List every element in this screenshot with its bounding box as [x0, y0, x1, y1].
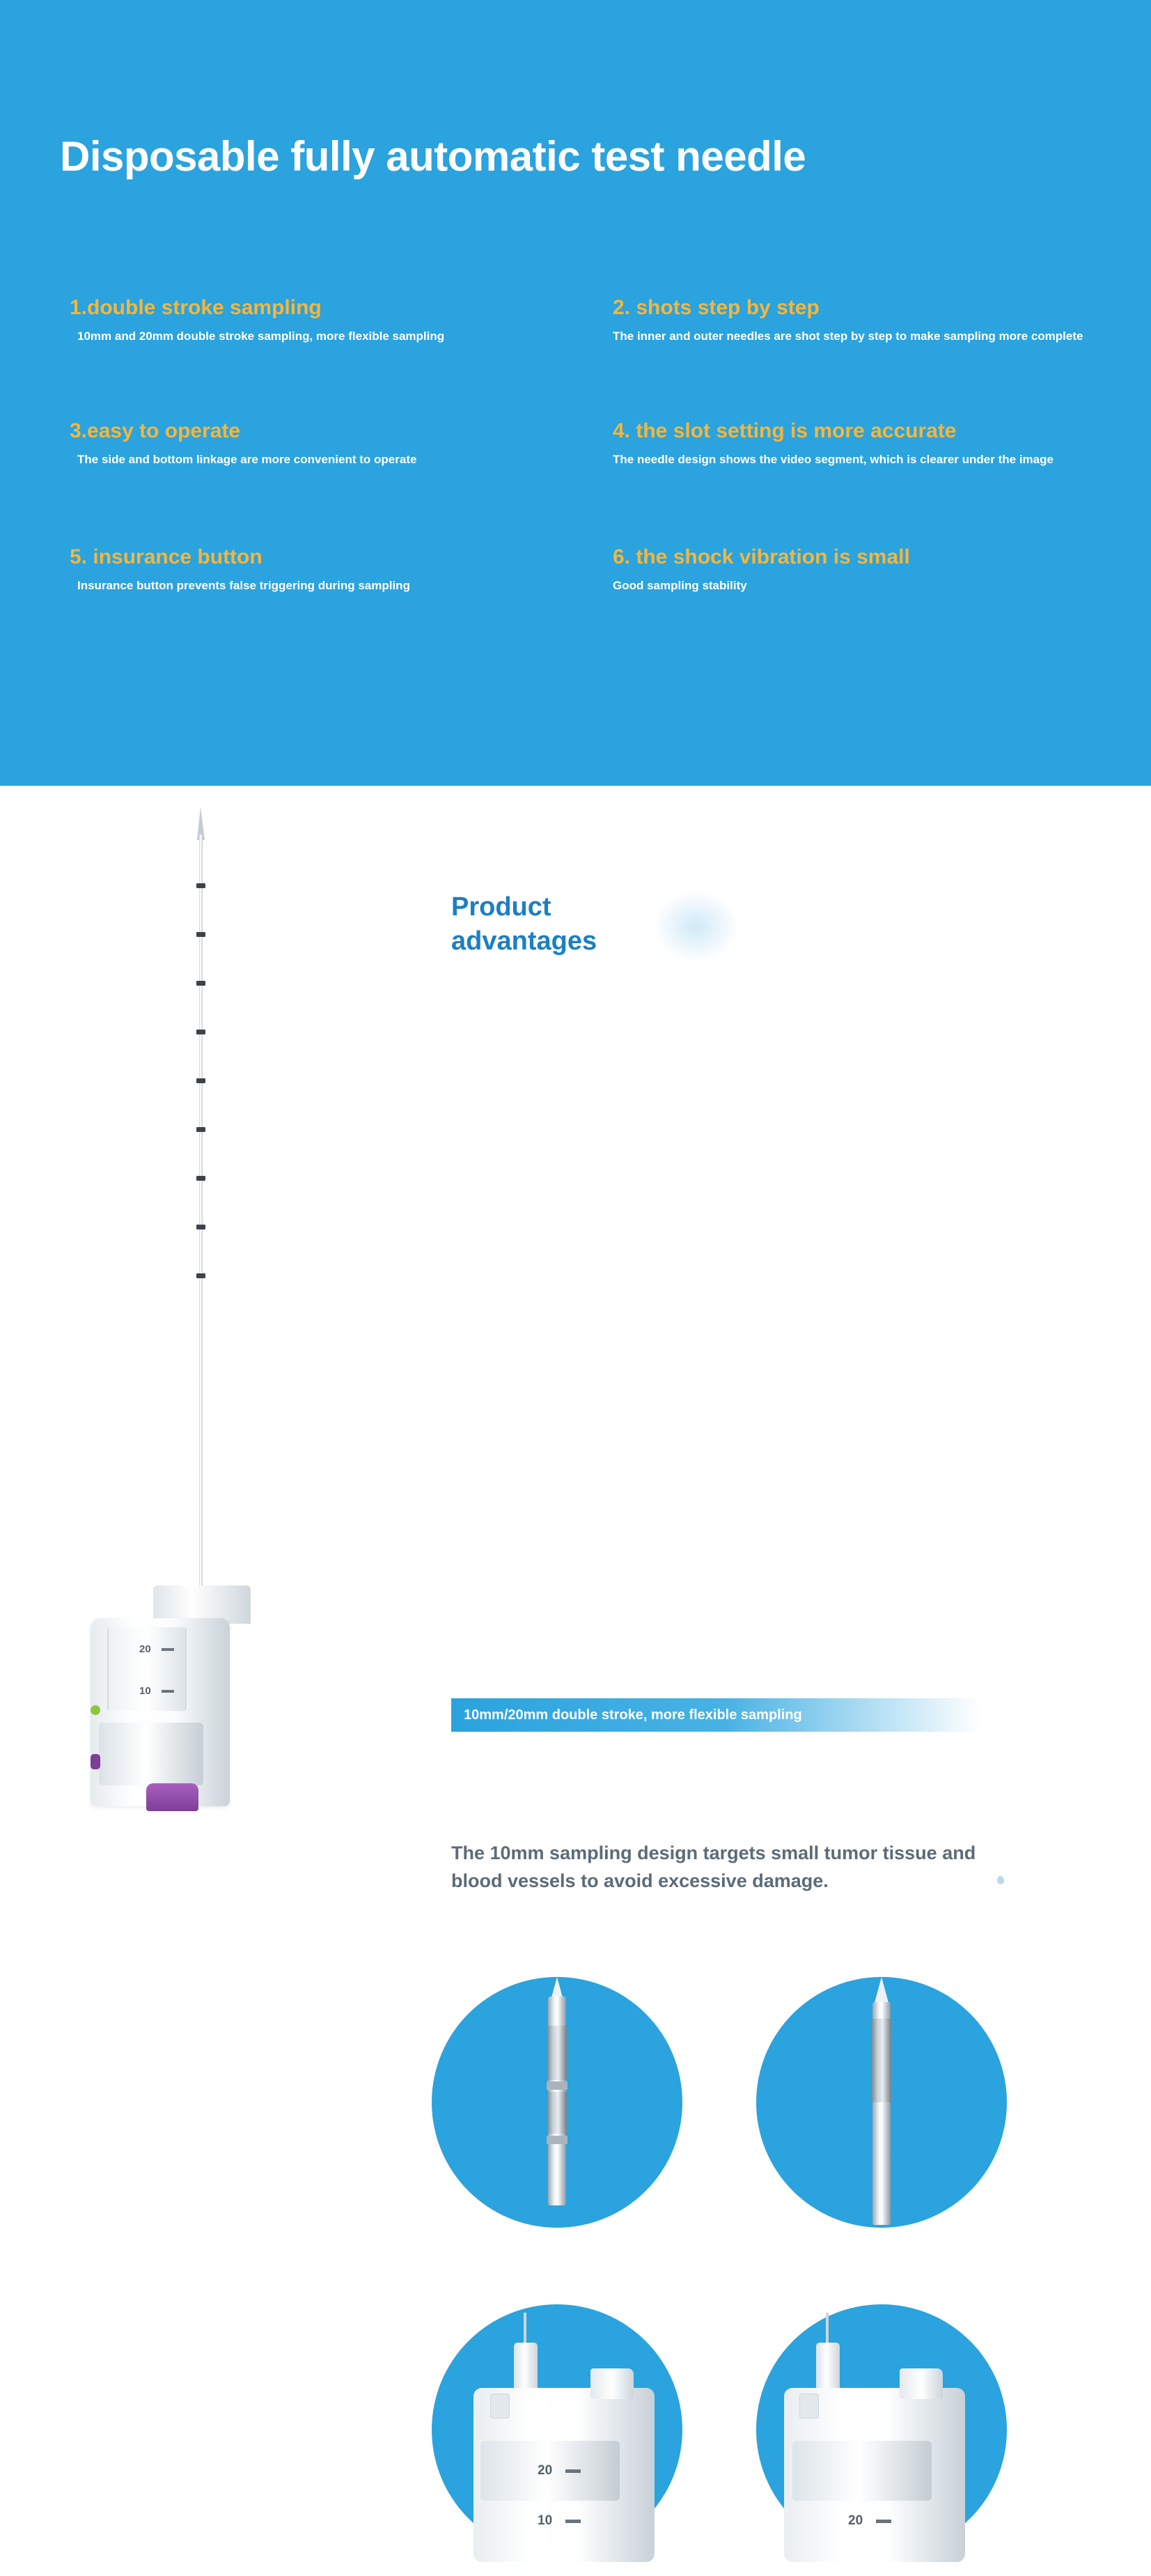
- needle-shaft: [199, 835, 203, 1587]
- advantages-paragraph: The 10mm sampling design targets small tumor tissue and blood vessels to avoid excessive damage.: [451, 1842, 976, 1891]
- closeup-device-left: [432, 2304, 682, 2555]
- safety-indicator-dot: [91, 1705, 100, 1715]
- closeup-needle-tip: [756, 1977, 1007, 2228]
- feature-item-1: [70, 296, 585, 344]
- depth-scale-label-20: 20: [538, 2463, 553, 2478]
- feature-item-2: [613, 296, 1128, 344]
- depth-scale-tick-10: [162, 1690, 174, 1693]
- feature-item-4: [613, 419, 1128, 467]
- feature-title: 3.easy to operate: [70, 419, 241, 442]
- trigger-button: [146, 1783, 198, 1811]
- feature-description: Insurance button prevents false triggering during sampling: [77, 579, 410, 592]
- feature-description: The inner and outer needles are shot step by step to make sampling more complete: [613, 329, 1083, 343]
- depth-scale-label-10: 10: [139, 1685, 151, 1697]
- handle-notch: [799, 2393, 819, 2419]
- needle-sample-notch: [547, 2092, 567, 2134]
- droplet-icon: [997, 1876, 1004, 1884]
- needle-depth-mark: [196, 1176, 205, 1181]
- needle-slider: [99, 1723, 203, 1785]
- needle-depth-mark: [196, 1030, 205, 1034]
- needle-depth-mark: [196, 932, 205, 937]
- needle-shaft: [524, 2313, 526, 2346]
- feature-item-6: [613, 545, 1128, 593]
- depth-scale-label-20: 20: [848, 2513, 863, 2528]
- closeup-gallery: [432, 1977, 1017, 2576]
- feature-item-3: [70, 419, 585, 467]
- feature-title: 4. the slot setting is more accurate: [613, 419, 957, 442]
- needle-shaft: [826, 2313, 829, 2346]
- product-advantages-panel: [0, 786, 1151, 2528]
- needle-depth-mark: [196, 1078, 205, 1083]
- page-title: Disposable fully automatic test needle: [60, 133, 806, 180]
- needle-depth-mark: [196, 1127, 205, 1132]
- closeup-device-right: [756, 2304, 1007, 2555]
- depth-scale-tick-20: [876, 2520, 891, 2523]
- needle-depth-mark: [196, 981, 205, 986]
- feature-description: 10mm and 20mm double stroke sampling, more flexible sampling: [77, 329, 445, 343]
- feature-item-5: [70, 545, 585, 593]
- depth-scale-label-10: 10: [538, 2513, 553, 2528]
- needle-depth-window: [107, 1627, 187, 1711]
- advantages-banner-text: 10mm/20mm double stroke, more flexible sampling: [464, 1707, 802, 1723]
- advantages-heading-line2: advantages: [451, 926, 597, 956]
- depth-scale-tick-10: [565, 2520, 581, 2523]
- needle-sample-notch: [547, 2026, 567, 2080]
- advantages-heading: [451, 890, 744, 958]
- feature-title: 5. insurance button: [70, 545, 263, 568]
- feature-description: Good sampling stability: [613, 579, 747, 592]
- needle-depth-mark: [196, 1225, 205, 1229]
- hero-panel: [0, 0, 1151, 786]
- feature-description: The side and bottom linkage are more convenient to operate: [77, 453, 417, 466]
- needle-sample-notch: [872, 2019, 891, 2102]
- closeup-needle-notch: [432, 1977, 682, 2228]
- needle-band: [547, 2081, 567, 2090]
- feature-title: 2. shots step by step: [613, 296, 820, 319]
- depth-scale-tick-20: [162, 1648, 174, 1651]
- needle-depth-mark: [196, 883, 205, 888]
- biopsy-needle-photo: [70, 807, 383, 1782]
- advantages-banner: [451, 1698, 980, 1732]
- trigger-indicator-dot: [91, 1754, 100, 1769]
- needle-slider: [792, 2441, 932, 2501]
- handle-wing: [590, 2368, 634, 2399]
- needle-depth-mark: [196, 1273, 205, 1278]
- needle-band: [547, 2136, 567, 2144]
- feature-description: The needle design shows the video segment, which is clearer under the image: [613, 453, 1054, 466]
- handle-notch: [490, 2393, 510, 2419]
- feature-title: 6. the shock vibration is small: [613, 545, 910, 568]
- handle-wing: [900, 2368, 943, 2399]
- depth-scale-tick-20: [565, 2469, 581, 2473]
- advantages-heading-line1: Product: [451, 892, 551, 922]
- depth-scale-label-20: 20: [139, 1643, 151, 1655]
- feature-title: 1.double stroke sampling: [70, 296, 322, 319]
